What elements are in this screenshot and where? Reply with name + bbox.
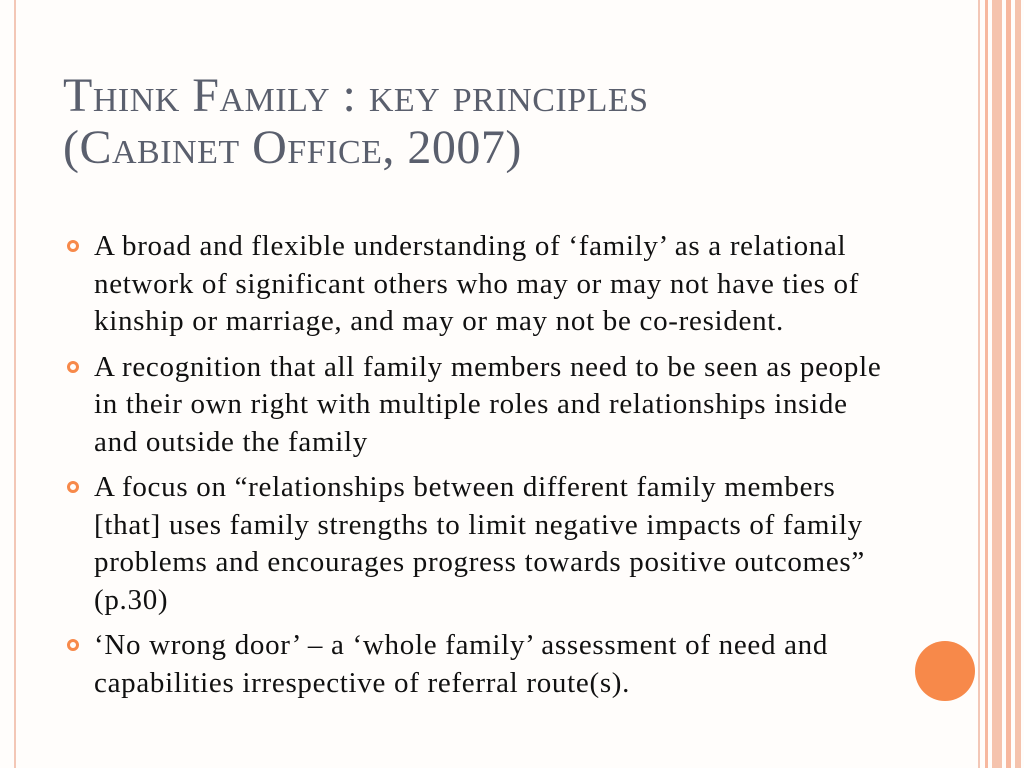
ring-bullet-icon	[66, 638, 80, 652]
orange-circle-icon	[915, 641, 975, 701]
ring-bullet-icon	[66, 360, 80, 374]
slide-title-line-1: Think Family : key principles	[63, 69, 649, 122]
decorative-stripe	[992, 0, 1002, 768]
decorative-stripe	[985, 0, 988, 768]
list-item-text: A broad and flexible understanding of ‘family’ as a relational network of significant others who may or may not have ties of kinship or marriage, and may or may not be co-resident.	[94, 230, 860, 337]
list-item	[66, 627, 896, 702]
list-item	[66, 469, 896, 619]
ring-bullet-icon	[66, 480, 80, 494]
slide-title	[63, 70, 923, 174]
list-item-text: ‘No wrong door’ – a ‘whole family’ assessment of need and capabilities irrespective of referral route(s).	[94, 629, 829, 699]
list-item	[66, 228, 896, 341]
slide-title-line-2: (Cabinet Office, 2007)	[63, 121, 522, 174]
decorative-stripe	[1015, 0, 1021, 768]
ring-bullet-icon	[66, 239, 80, 253]
principles-list	[66, 228, 896, 710]
decorative-stripe	[1006, 0, 1011, 768]
list-item	[66, 349, 896, 462]
list-item-text: A focus on “relationships between different family members [that] uses family strengths to limit negative impacts of family problems and encourages progress towards positive outcomes” (p.30)	[94, 471, 865, 616]
list-item-text: A recognition that all family members need to be seen as people in their own right with multiple roles and relationships inside and outside the family	[94, 350, 882, 458]
